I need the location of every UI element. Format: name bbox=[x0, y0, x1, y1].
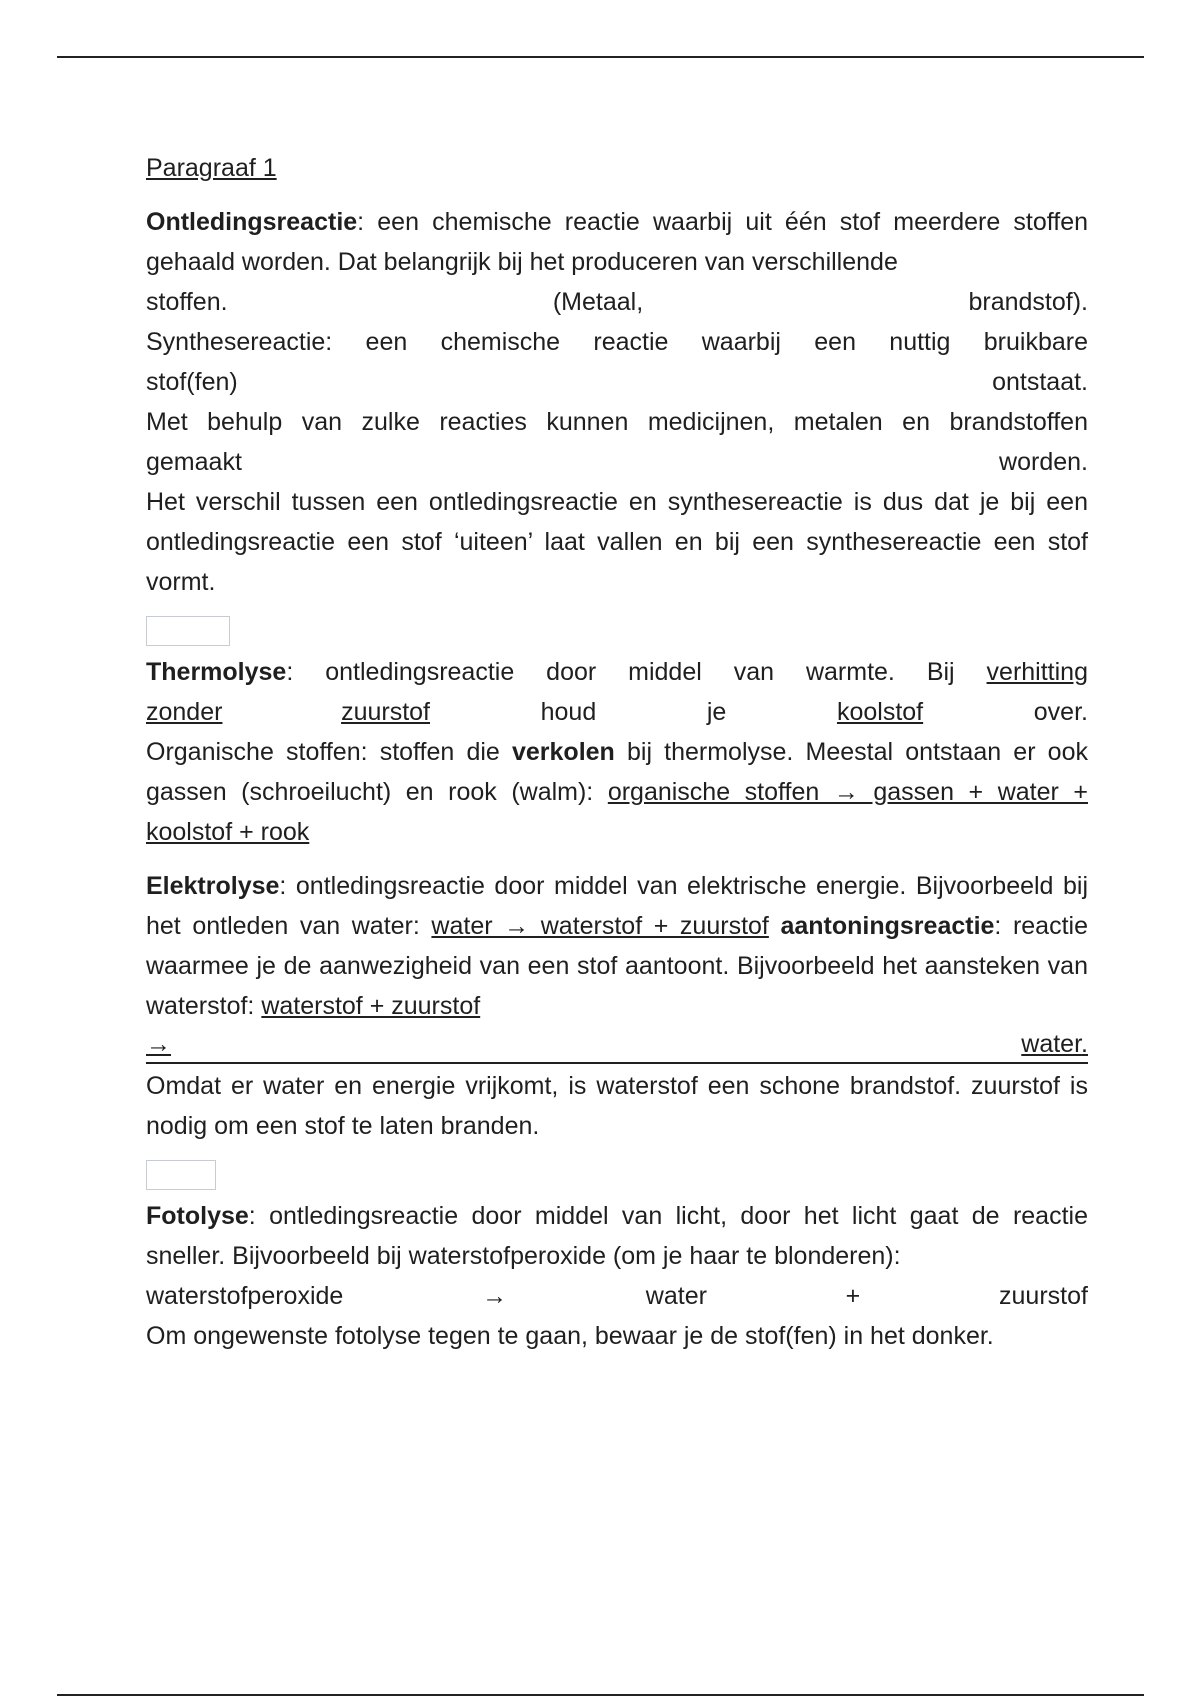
paragraph-ontleding bbox=[146, 202, 1088, 602]
organische-pre: Organische stoffen: stoffen die bbox=[146, 738, 512, 766]
paragraph-elektrolyse bbox=[146, 866, 1088, 1026]
paragraph-omdat bbox=[146, 1066, 1088, 1146]
synthese-line-2 bbox=[146, 362, 1088, 402]
elektrolyse-equation: water → waterstof + zuurstof bbox=[431, 912, 769, 940]
definition-aantoningsreactie: : reactie waarmee je de aanwezigheid van een stof aantoont. Bijvoorbeeld het aansteken van waterstof: bbox=[146, 912, 1088, 1020]
synthese-line-2a: stof(fen) bbox=[146, 368, 238, 396]
word-je: je bbox=[706, 698, 727, 726]
word-water bbox=[1021, 1026, 1088, 1062]
term-elektrolyse: Elektrolyse bbox=[146, 872, 280, 900]
medicijnen-line-2b: worden. bbox=[999, 448, 1088, 476]
ontleding-tail-b: (Metaal, bbox=[552, 288, 644, 316]
eq-plus: + bbox=[845, 1282, 861, 1310]
word-verkolen: verkolen bbox=[511, 738, 615, 766]
medicijnen-line-1: Met behulp van zulke reacties kunnen medicijnen, metalen en brandstoffen bbox=[146, 408, 1088, 436]
definition-elektrolyse: : ontledingsreactie door middel van elektrische energie. Bijvoorbeeld bij het ontleden van water: bbox=[146, 872, 1088, 940]
definition-thermolyse: : ontledingsreactie door middel van warmte. Bij bbox=[286, 658, 987, 686]
ongewenst-text: Om ongewenste fotolyse tegen te gaan, bewaar je de stof(fen) in het donker. bbox=[146, 1322, 994, 1350]
ontleding-tail-a: stoffen. bbox=[146, 288, 228, 316]
section-heading: Paragraaf 1 bbox=[146, 154, 277, 182]
aantoning-equation-line bbox=[146, 1026, 1088, 1064]
thermolyse-zonder-zuurstof bbox=[146, 692, 430, 732]
synthese-line-2b: ontstaat. bbox=[992, 368, 1088, 396]
eq-waterstofperoxide: waterstofperoxide bbox=[146, 1282, 344, 1310]
definition-ontledingsreactie: : een chemische reactie waarbij uit één stof meerdere stoffen gehaald worden. Dat belangrijk bij het produceren van verschillende bbox=[146, 208, 1088, 276]
term-aantoningsreactie: aantoningsreactie bbox=[780, 912, 995, 940]
synthese-line-1: Synthesereactie: een chemische reactie waarbij een nuttig bruikbare bbox=[146, 328, 1088, 356]
word-zonder: zonder bbox=[146, 698, 223, 726]
eq-water: water bbox=[645, 1282, 707, 1310]
empty-textbox bbox=[146, 616, 230, 646]
thermolyse-line-1 bbox=[146, 652, 1088, 692]
footer-rule bbox=[57, 1694, 1144, 1696]
water-text: water bbox=[1021, 1030, 1082, 1058]
thermolyse-underline-1: verhitting bbox=[986, 658, 1088, 686]
aantoning-equation: waterstof + zuurstof bbox=[261, 992, 481, 1020]
term-ontledingsreactie: Ontledingsreactie bbox=[146, 208, 358, 236]
thermolyse-line-2 bbox=[146, 692, 1088, 732]
verschil-text: Het verschil tussen een ontledingsreactie en synthesereactie is dus dat je bij een ontledingsreactie een stof ‘uiteen’ laat vallen en bij een synthesereactie een stof vormt. bbox=[146, 488, 1088, 596]
omdat-text: Omdat er water en energie vrijkomt, is waterstof een schone brandstof. zuurstof is nodig om een stof te laten branden. bbox=[146, 1072, 1088, 1140]
eq-arrow: → bbox=[482, 1282, 508, 1310]
ontleding-tail-line bbox=[146, 282, 1088, 322]
paragraph-thermolyse bbox=[146, 652, 1088, 852]
word-houd: houd bbox=[540, 698, 597, 726]
empty-textbox-2 bbox=[146, 1160, 216, 1190]
organische-stoffen-text bbox=[146, 732, 1088, 852]
word-over: over. bbox=[1033, 698, 1088, 726]
header-rule bbox=[57, 56, 1144, 58]
document-body bbox=[146, 148, 1088, 1370]
organische-post: bij thermolyse. Meestal ontstaan er ook gassen (schroeilucht) en rook (walm): bbox=[146, 738, 1088, 806]
arrow-glyph: → bbox=[146, 1030, 171, 1058]
fotolyse-equation bbox=[146, 1276, 1088, 1316]
period: . bbox=[1081, 1030, 1088, 1058]
paragraph-fotolyse bbox=[146, 1196, 1088, 1356]
term-fotolyse: Fotolyse bbox=[146, 1202, 249, 1230]
word-koolstof: koolstof bbox=[836, 698, 924, 726]
organische-equation: organische stoffen → gassen + water + koolstof + rook bbox=[146, 778, 1088, 846]
term-thermolyse: Thermolyse bbox=[146, 658, 287, 686]
ontleding-tail-c: brandstof). bbox=[968, 288, 1088, 316]
medicijnen-line-2a: gemaakt bbox=[146, 448, 242, 476]
definition-fotolyse: : ontledingsreactie door middel van licht, door het licht gaat de reactie sneller. Bijvoorbeeld bij waterstofperoxide (om je haar te blonderen): bbox=[146, 1202, 1088, 1270]
word-zuurstof: zuurstof bbox=[341, 698, 430, 726]
medicijnen-line-2 bbox=[146, 442, 1088, 482]
eq-zuurstof: zuurstof bbox=[999, 1282, 1088, 1310]
